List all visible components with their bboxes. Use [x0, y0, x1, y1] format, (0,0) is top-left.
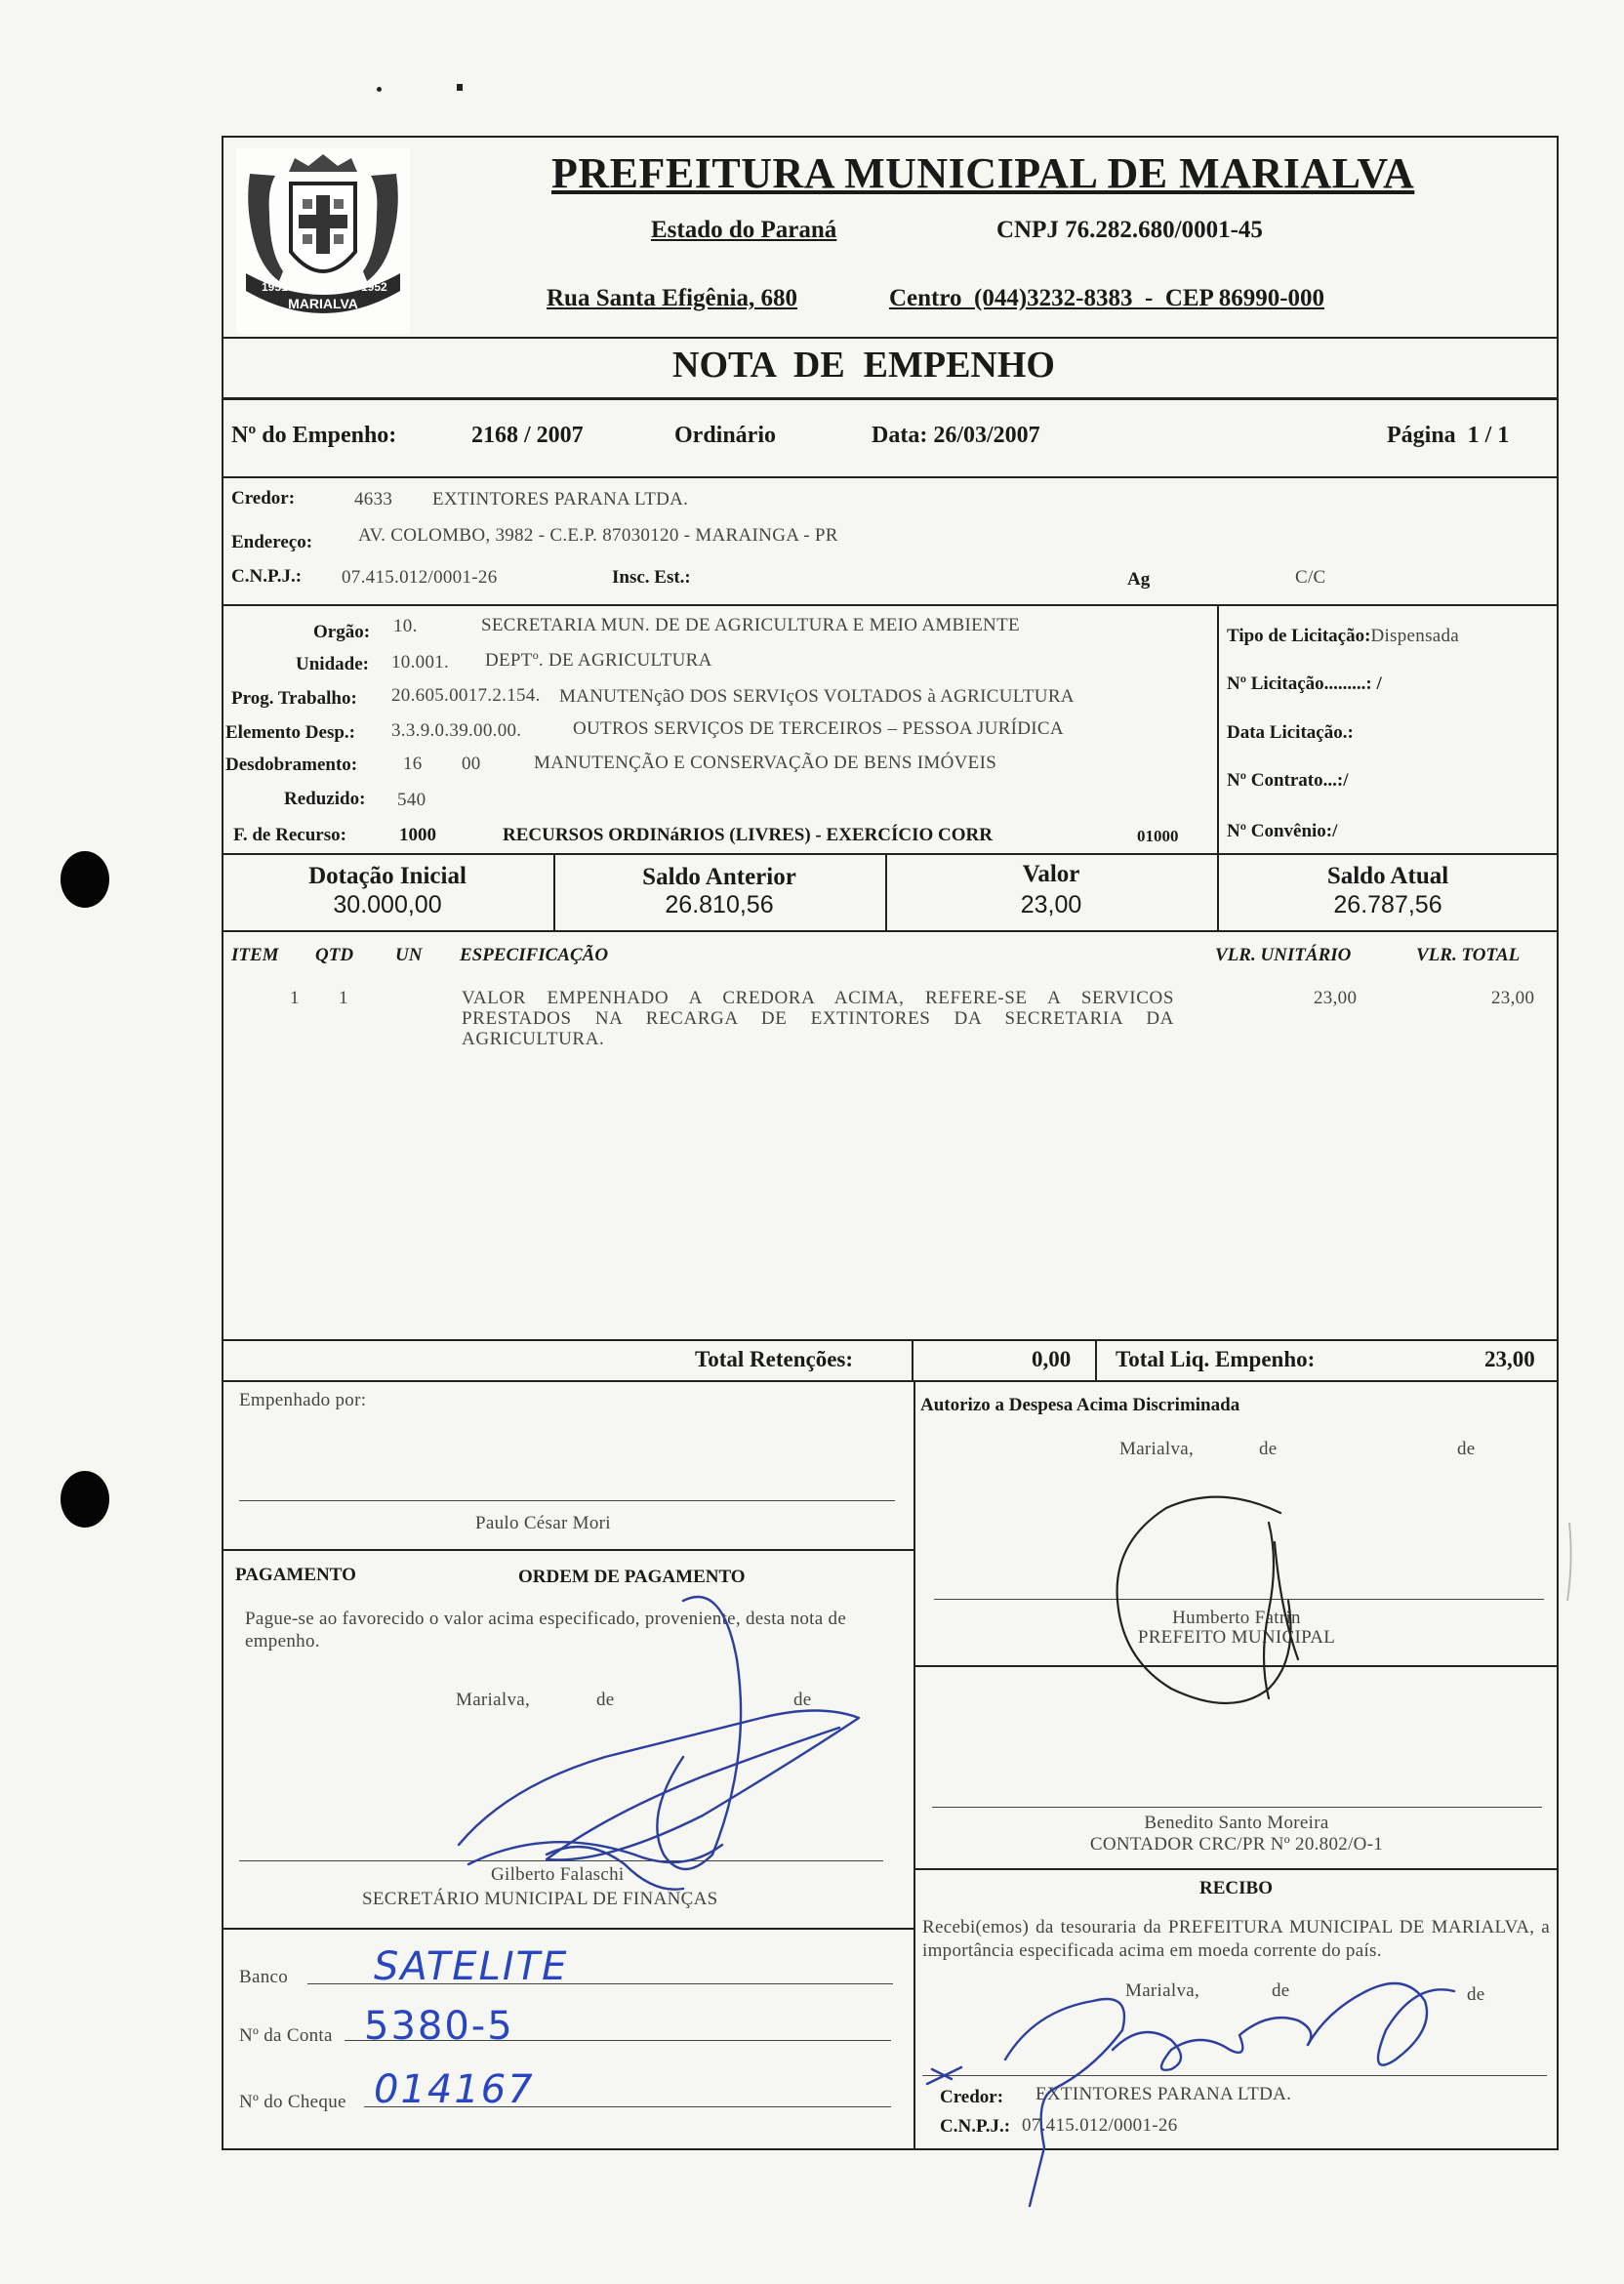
numero-contrato: Nº Contrato...:/ — [1227, 770, 1349, 791]
recibo-de-2: de — [1467, 1984, 1485, 2005]
speck — [457, 84, 463, 91]
tipo-licitacao — [1227, 626, 1459, 647]
desdobramento-name: MANUTENÇÃO E CONSERVAÇÃO DE BENS IMÓVEIS — [534, 753, 997, 773]
contador-cargo: CONTADOR CRC/PR Nº 20.802/O-1 — [1089, 1834, 1384, 1855]
address-text: Rua Santa Efigênia, 680 — [547, 285, 797, 311]
recibo-text: Recebi(emos) da tesouraria da PREFEITURA MUNICIPAL DE MARIALVA, a importância especificada acima em moeda corrente do país. — [922, 1917, 1550, 1961]
reduzido-value: 540 — [397, 790, 426, 810]
banco-label: Banco — [239, 1967, 289, 1987]
dotacao-label: Dotação Inicial — [308, 863, 467, 889]
recibo-cnpj-label: C.N.P.J.: — [940, 2116, 1011, 2137]
contador-name: Benedito Santo Moreira — [1144, 1813, 1329, 1833]
ordem-pagamento-text: Pague-se ao favorecido o valor acima especificado, proveniente, desta nota de empenho. — [245, 1609, 847, 1652]
orgao-label: Orgão: — [313, 622, 371, 642]
ag-label: Ag — [1127, 569, 1151, 590]
item-1-qtd: 1 — [339, 988, 348, 1008]
item-1-total: 23,00 — [1491, 988, 1535, 1008]
empenho-date: Data: 26/03/2007 — [872, 423, 1040, 448]
col-qtd-header: QTD — [315, 945, 354, 965]
fonte-recurso-name: RECURSOS ORDINáRIOS (LIVRES) - EXERCÍCIO CORR — [503, 825, 993, 845]
valor-value: 23,00 — [1020, 891, 1082, 918]
endereco-label: Endereço: — [231, 532, 313, 552]
pagamento-local: Marialva, — [456, 1690, 531, 1710]
conta-value: 5380-5 — [364, 2004, 514, 2049]
credor-cnpj: 07.415.012/0001-26 — [342, 567, 498, 588]
contact-text: Centro (044)3232-8383 - CEP 86990-000 — [889, 285, 1325, 311]
unidade-name: DEPTº. DE AGRICULTURA — [485, 650, 712, 671]
elemento-name: OUTROS SERVIÇOS DE TERCEIROS – PESSOA JURÍDICA — [573, 718, 1064, 739]
credor-address: AV. COLOMBO, 3982 - C.E.P. 87030120 - MARAINGA - PR — [358, 525, 838, 546]
pagamento-de-1: de — [596, 1690, 615, 1710]
speck — [377, 87, 382, 92]
crest-banner-text: MARIALVA — [288, 296, 358, 311]
fonte-recurso-sub: 01000 — [1137, 827, 1179, 845]
prefeito-cargo: PREFEITO MUNICIPAL — [1137, 1627, 1336, 1648]
credor-code: 4633 — [354, 489, 393, 510]
secretario-cargo: SECRETÁRIO MUNICIPAL DE FINANÇAS — [362, 1889, 718, 1909]
col-un-header: UN — [395, 945, 423, 965]
cheque-value: 014167 — [374, 2067, 535, 2112]
pagamento-de-2: de — [793, 1690, 812, 1710]
tipo-licitacao-label: Tipo de Licitação: — [1227, 626, 1371, 646]
autorizo-local: Marialva, — [1119, 1439, 1195, 1459]
estado-text: Estado do Paraná — [651, 217, 837, 243]
saldo-atual-value: 26.787,56 — [1333, 891, 1442, 918]
credor-cnpj-label: C.N.P.J.: — [231, 566, 303, 587]
fonte-recurso-label: F. de Recurso: — [233, 825, 346, 845]
punch-hole-top — [61, 851, 109, 908]
reduzido-label: Reduzido: — [284, 789, 366, 809]
total-liquido-value: 23,00 — [1484, 1347, 1535, 1371]
unidade-label: Unidade: — [296, 654, 369, 674]
desdobramento-label: Desdobramento: — [225, 755, 358, 775]
recibo-local: Marialva, — [1125, 1980, 1200, 2001]
desdobramento-sub: 00 — [462, 754, 481, 774]
col-unit-header: VLR. UNITÁRIO — [1215, 945, 1352, 965]
prog-trabalho-name: MANUTENçãO DOS SERVIçOS VOLTADOS à AGRICULTURA — [559, 686, 1075, 707]
recibo-title: RECIBO — [1199, 1878, 1273, 1898]
recibo-de-1: de — [1272, 1980, 1290, 2001]
fonte-recurso-code: 1000 — [399, 825, 436, 845]
cc-label: C/C — [1295, 567, 1326, 588]
desdobramento-code: 16 — [403, 754, 423, 774]
dotacao-value: 30.000,00 — [333, 891, 442, 918]
prog-trabalho-label: Prog. Trabalho: — [231, 688, 357, 709]
valor-label: Valor — [1022, 861, 1080, 887]
unidade-code: 10.001. — [391, 652, 450, 673]
municipal-crest-logo — [230, 144, 416, 338]
banco-value: SATELITE — [374, 1944, 569, 1989]
crest-year-left: 1951 — [262, 280, 288, 294]
col-espec-header: ESPECIFICAÇÃO — [460, 945, 609, 965]
orgao-name: SECRETARIA MUN. DE DE AGRICULTURA E MEIO AMBIENTE — [481, 615, 1020, 635]
recibo-cnpj: 07.415.012/0001-26 — [1022, 2115, 1178, 2136]
saldo-atual-label: Saldo Atual — [1326, 863, 1449, 889]
orgao-code: 10. — [393, 616, 418, 636]
empenhado-por-name: Paulo César Mori — [475, 1513, 611, 1533]
numero-convenio: Nº Convênio:/ — [1227, 821, 1338, 841]
autorizo-de-2: de — [1457, 1439, 1476, 1459]
elemento-label: Elemento Desp.: — [225, 722, 355, 743]
prefeito-name: Humberto Fatrin — [1172, 1608, 1301, 1628]
doc-title: NOTA DE EMPENHO — [672, 345, 1055, 386]
recibo-credor-name: EXTINTORES PARANA LTDA. — [1035, 2084, 1292, 2104]
col-total-header: VLR. TOTAL — [1416, 945, 1521, 965]
saldo-anterior-label: Saldo Anterior — [642, 864, 796, 890]
pagamento-label: PAGAMENTO — [235, 1565, 356, 1585]
prefeitura-title: PREFEITURA MUNICIPAL DE MARIALVA — [551, 149, 1415, 197]
empenho-number-label: Nº do Empenho: — [231, 423, 397, 448]
col-item-header: ITEM — [231, 945, 279, 965]
secretario-name: Gilberto Falaschi — [491, 1864, 625, 1885]
prog-trabalho-code: 20.605.0017.2.154. — [391, 685, 541, 706]
saldo-anterior-value: 26.810,56 — [665, 891, 774, 918]
autorizo-label: Autorizo a Despesa Acima Discriminada — [920, 1395, 1240, 1415]
empenhado-por-label: Empenhado por: — [239, 1390, 367, 1410]
credor-name: EXTINTORES PARANA LTDA. — [432, 489, 689, 510]
conta-label: Nº da Conta — [239, 2025, 333, 2046]
recibo-credor-label: Credor: — [940, 2087, 1004, 2107]
elemento-code: 3.3.9.0.39.00.00. — [391, 720, 522, 741]
empenho-type: Ordinário — [674, 423, 777, 448]
insc-est-label: Insc. Est.: — [612, 567, 691, 588]
numero-licitacao: Nº Licitação.........: / — [1227, 673, 1382, 694]
total-retencoes-value: 0,00 — [1032, 1347, 1072, 1371]
cnpj-header-text: CNPJ 76.282.680/0001-45 — [996, 217, 1263, 243]
tipo-licitacao-value: Dispensada — [1370, 626, 1460, 646]
total-retencoes-label: Total Retenções: — [695, 1347, 854, 1371]
total-liquido-label: Total Liq. Empenho: — [1116, 1347, 1316, 1371]
crest-year-right: 1952 — [361, 280, 387, 294]
item-1-espec: VALOR EMPENHADO A CREDORA ACIMA, REFERE-SE A SERVICOS PRESTADOS NA RECARGA DE EXTINTORES DA SECRETARIA DA AGRICULTURA. — [462, 988, 1174, 1049]
credor-label: Credor: — [231, 488, 296, 509]
item-1-item: 1 — [290, 988, 300, 1008]
data-licitacao: Data Licitação.: — [1227, 722, 1354, 743]
cheque-label: Nº do Cheque — [239, 2092, 346, 2112]
empenho-number: 2168 / 2007 — [471, 423, 584, 448]
ordem-pagamento-label: ORDEM DE PAGAMENTO — [518, 1567, 746, 1587]
punch-hole-bottom — [61, 1471, 109, 1528]
item-1-unit: 23,00 — [1314, 988, 1358, 1008]
autorizo-de-1: de — [1259, 1439, 1278, 1459]
page-number: Página 1 / 1 — [1387, 423, 1510, 448]
